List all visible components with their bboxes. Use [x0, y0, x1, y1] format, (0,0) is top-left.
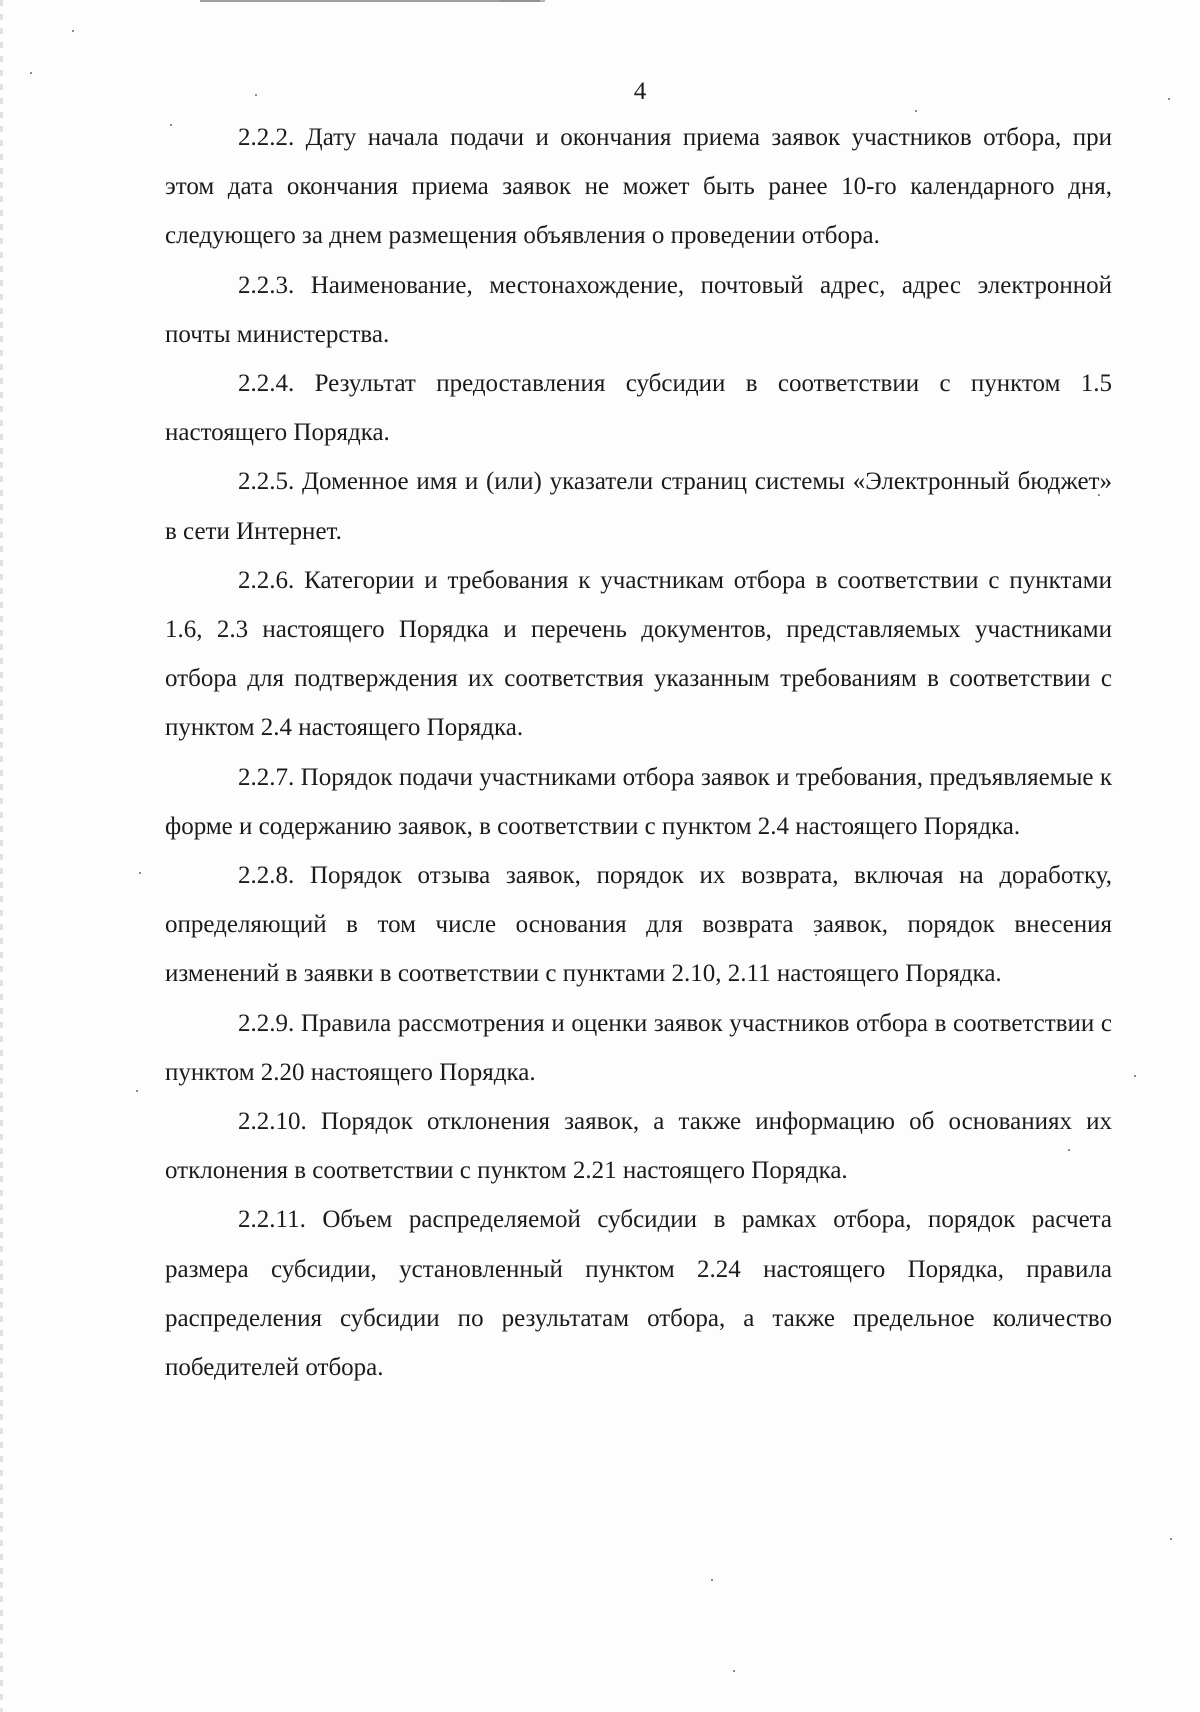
paragraph-2-2-2: 2.2.2. Дату начала подачи и окончания приема заявок участников отбора, при этом дата окончания приема заявок не может быть ранее 10-го календарного дня, следующего за днем размещения объявления о проведении отбора. [165, 124, 1112, 250]
scan-speck [1168, 98, 1170, 100]
scan-speck [733, 1670, 735, 1672]
paragraph-2-2-10: 2.2.10. Порядок отклонения заявок, а также информацию об основаниях их отклонения в соответствии с пунктом 2.21 настоящего Порядка. [165, 1108, 1112, 1185]
paragraph-2-2-11: 2.2.11. Объем распределяемой субсидии в рамках отбора, порядок расчета размера субсидии, установленный пунктом 2.24 настоящего Порядка, правила распределения субсидии по результатам отбора, а также предельное количество победителей отбора. [165, 1206, 1112, 1382]
paragraph-2-2-7: 2.2.7. Порядок подачи участниками отбора заявок и требования, предъявляемые к форме и содержанию заявок, в соответствии с пунктом 2.4 настоящего Порядка. [165, 763, 1112, 840]
scan-speck [30, 72, 32, 74]
scan-speck [711, 1579, 713, 1581]
scan-edge [0, 0, 3, 1712]
paragraph-2-2-5: 2.2.5. Доменное имя и (или) указатели страниц системы «Электронный бюджет» в сети Интернет. [165, 468, 1112, 545]
page-number: 4 [633, 78, 647, 105]
top-rule [200, 0, 540, 2]
scan-speck [72, 30, 74, 32]
scan-speck [255, 94, 257, 96]
paragraph-2-2-9: 2.2.9. Правила рассмотрения и оценки заявок участников отбора в соответствии с пунктом 2.20 настоящего Порядка. [165, 1009, 1112, 1086]
paragraph-2-2-6: 2.2.6. Категории и требования к участникам отбора в соответствии с пунктами 1.6, 2.3 настоящего Порядка и перечень документов, представляемых участниками отбора для подтверждения их соответствия указанным требованиям в соответствии с пунктом 2.4 настоящего Порядка. [165, 566, 1112, 742]
scan-speck [1170, 1538, 1172, 1540]
paragraph-2-2-4: 2.2.4. Результат предоставления субсидии в соответствии с пунктом 1.5 настоящего Порядка. [165, 370, 1112, 447]
scan-speck [1134, 1075, 1136, 1077]
paragraph-2-2-3: 2.2.3. Наименование, местонахождение, почтовый адрес, адрес электронной почты министерства. [165, 271, 1112, 348]
scan-speck [139, 872, 141, 874]
scan-speck [136, 1090, 138, 1092]
scan-speck [915, 110, 917, 112]
document-body [165, 113, 1112, 1392]
top-rule-fragment [500, 0, 545, 2]
paragraph-2-2-8: 2.2.8. Порядок отзыва заявок, порядок их возврата, включая на доработку, определяющий в том числе основания для возврата заявок, порядок внесения изменений в заявки в соответствии с пунктами 2.10, 2.11 настоящего Порядка. [165, 862, 1112, 988]
